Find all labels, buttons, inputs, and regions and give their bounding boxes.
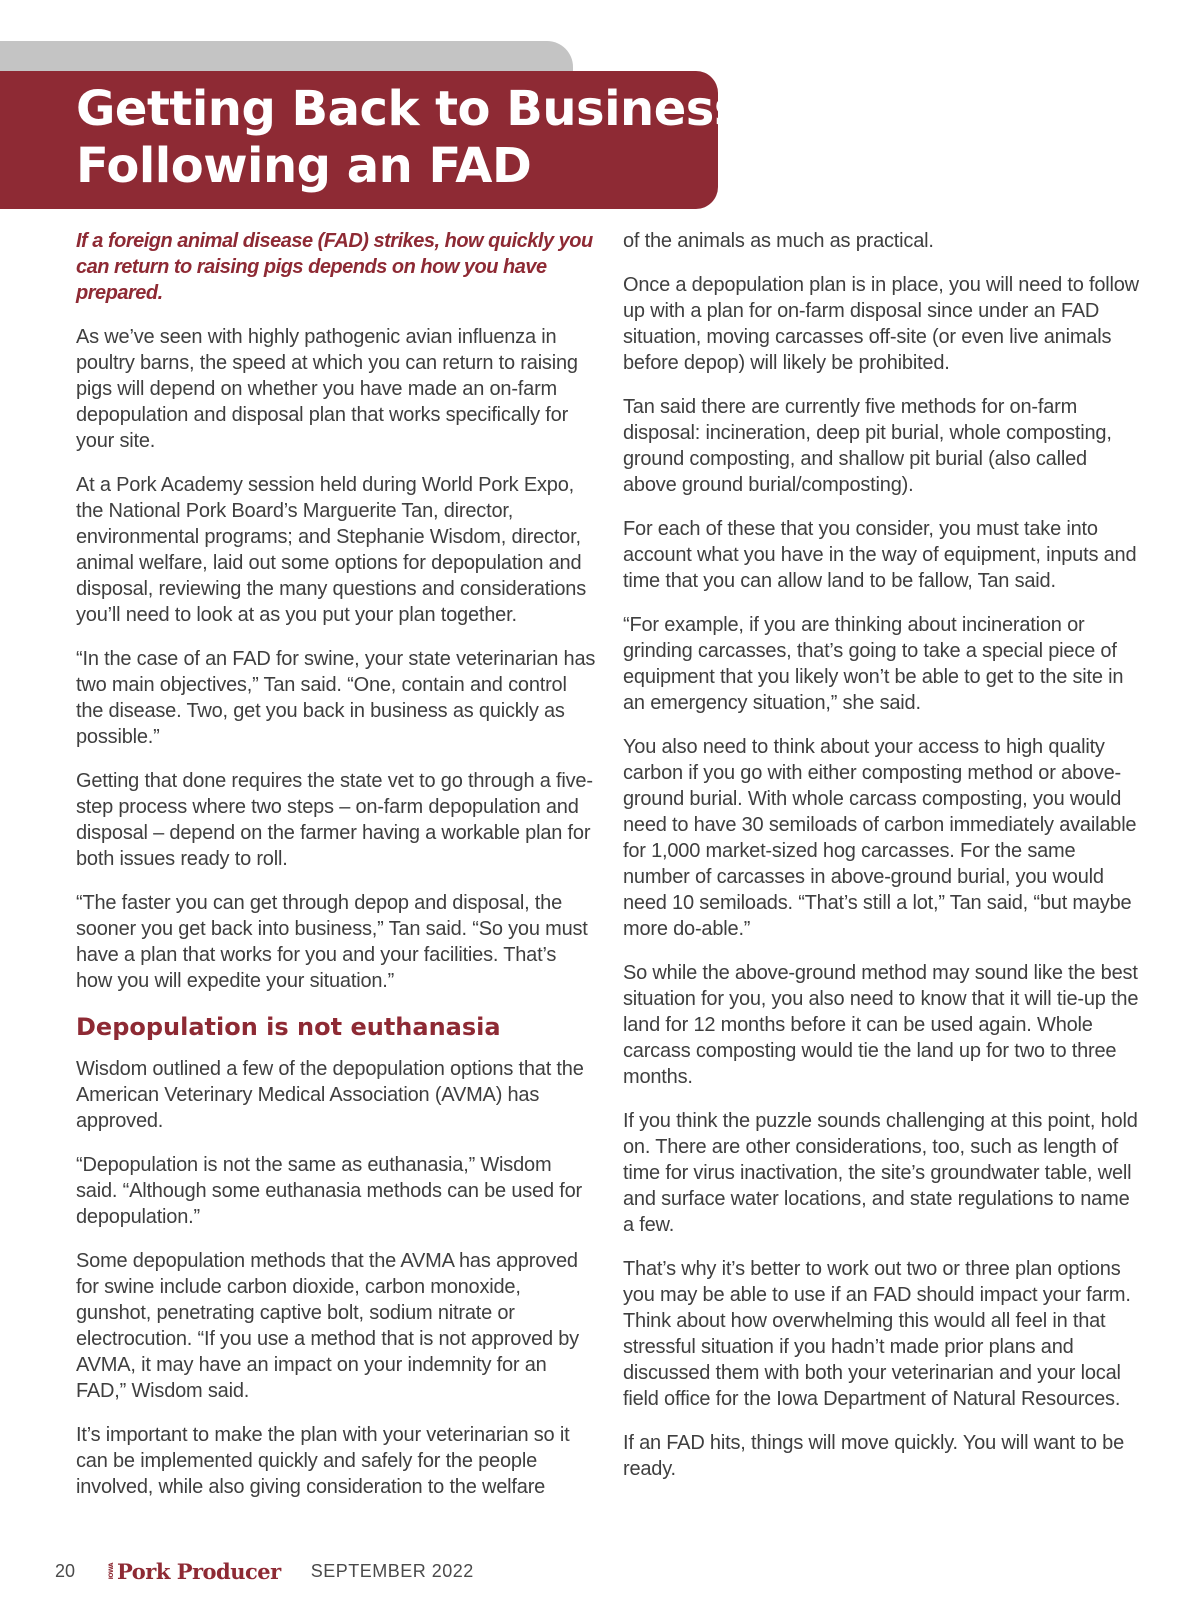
paragraph: For each of these that you consider, you must take into account what you have in the way of equipment, inputs and time that you can allow land to be fallow, Tan said. [623,518,1137,592]
publication-logo [109,1559,281,1584]
decorative-grey-tab [0,41,573,73]
page-number: 20 [55,1560,76,1581]
paragraph: So while the above-ground method may sound like the best situation for you, you also need to know that it will tie-up the land for 12 months before it can be used again. Whole carcass composting would tie the land up for two to three months. [623,962,1139,1088]
paragraph: “Depopulation is not the same as euthanasia,” Wisdom said. “Although some euthanasia methods can be used for depopulation.” [76,1154,582,1228]
paragraph: Some depopulation methods that the AVMA has approved for swine include carbon dioxide, carbon monoxide, gunshot, penetrating captive bolt, sodium nitrate or electrocution. “If you use a method that is not approved by AVMA, it may have an impact on your indemnity for an FAD,” Wisdom said. [76,1250,579,1402]
paragraph: Wisdom outlined a few of the depopulation options that the American Veterinary Medical Association (AVMA) has approved. [76,1058,584,1132]
title-line-2: Following an FAD [76,138,532,194]
page-title [76,81,742,195]
paragraph: If an FAD hits, things will move quickly. You will want to be ready. [623,1432,1125,1480]
paragraph: Tan said there are currently five methods for on-farm disposal: incineration, deep pit burial, whole composting, ground composting, and shallow pit burial (also called above ground burial/composting). [623,396,1112,496]
paragraph: At a Pork Academy session held during World Pork Expo, the National Pork Board’s Marguerite Tan, director, environmental programs; and Stephanie Wisdom, director, animal welfare, laid out some options for depopulation and disposal, reviewing the many questions and considerations you’ll need to look at as you put your plan together. [76,474,587,626]
section-heading: Depopulation is not euthanasia [76,1013,501,1041]
paragraph: of the animals as much as practical. [623,230,934,252]
logo-text: Pork Producer [117,1558,281,1584]
lede: If a foreign animal disease (FAD) strikes, how quickly you can return to raising pigs depends on how you have prepared. [76,230,593,304]
title-line-1: Getting Back to Business [76,81,742,137]
left-column [76,228,596,1518]
paragraph: As we’ve seen with highly pathogenic avian influenza in poultry barns, the speed at which you can return to raising pigs will depend on whether you have made an on-farm depopulation and disposal plan that works specifically for your site. [76,326,578,452]
paragraph: You also need to think about your access to high quality carbon if you go with either composting method or above-ground burial. With whole carcass composting, you would need to have 30 semiloads of carbon immediately available for 1,000 market-sized hog carcasses. For the same number of carcasses in above-ground burial, you would need 10 semiloads. “That’s still a lot,” Tan said, “but maybe more do-able.” [623,736,1137,940]
page-footer [55,1556,474,1586]
paragraph: If you think the puzzle sounds challenging at this point, hold on. There are other considerations, too, such as length of time for virus inactivation, the site’s groundwater table, well and surface water locations, and state regulations to name a few. [623,1110,1138,1236]
paragraph: Once a depopulation plan is in place, you will need to follow up with a plan for on-farm disposal since under an FAD situation, moving carcasses off-site (or even live animals before depop) will likely be prohibited. [623,274,1139,374]
paragraph: It’s important to make the plan with your veterinarian so it can be implemented quickly and safely for the people involved, while also giving consideration to the welfare [76,1424,570,1498]
paragraph: Getting that done requires the state vet to go through a five-step process where two steps – on-farm depopulation and disposal – depend on the farmer having a workable plan for both issues ready to roll. [76,770,593,870]
issue-date: SEPTEMBER 2022 [310,1560,474,1581]
title-banner [0,71,742,209]
logo-mark: IOWA [108,1562,116,1580]
right-column [623,228,1143,1500]
paragraph: “The faster you can get through depop and disposal, the sooner you get back into business,” Tan said. “So you must have a plan that works for you and your facilities. That’s how you will expedite your situation.” [76,892,588,992]
paragraph: “In the case of an FAD for swine, your state veterinarian has two main objectives,” Tan said. “One, contain and control the disease. Two, get you back in business as quickly as possible.” [76,648,596,748]
paragraph: That’s why it’s better to work out two or three plan options you may be able to use if an FAD should impact your farm. Think about how overwhelming this would all feel in that stressful situation if you hadn’t made prior plans and discussed them with both your veterinarian and your local field office for the Iowa Department of Natural Resources. [623,1258,1131,1410]
paragraph: “For example, if you are thinking about incineration or grinding carcasses, that’s going to take a special piece of equipment that you likely won’t be able to get to the site in an emergency situation,” she said. [623,614,1124,714]
